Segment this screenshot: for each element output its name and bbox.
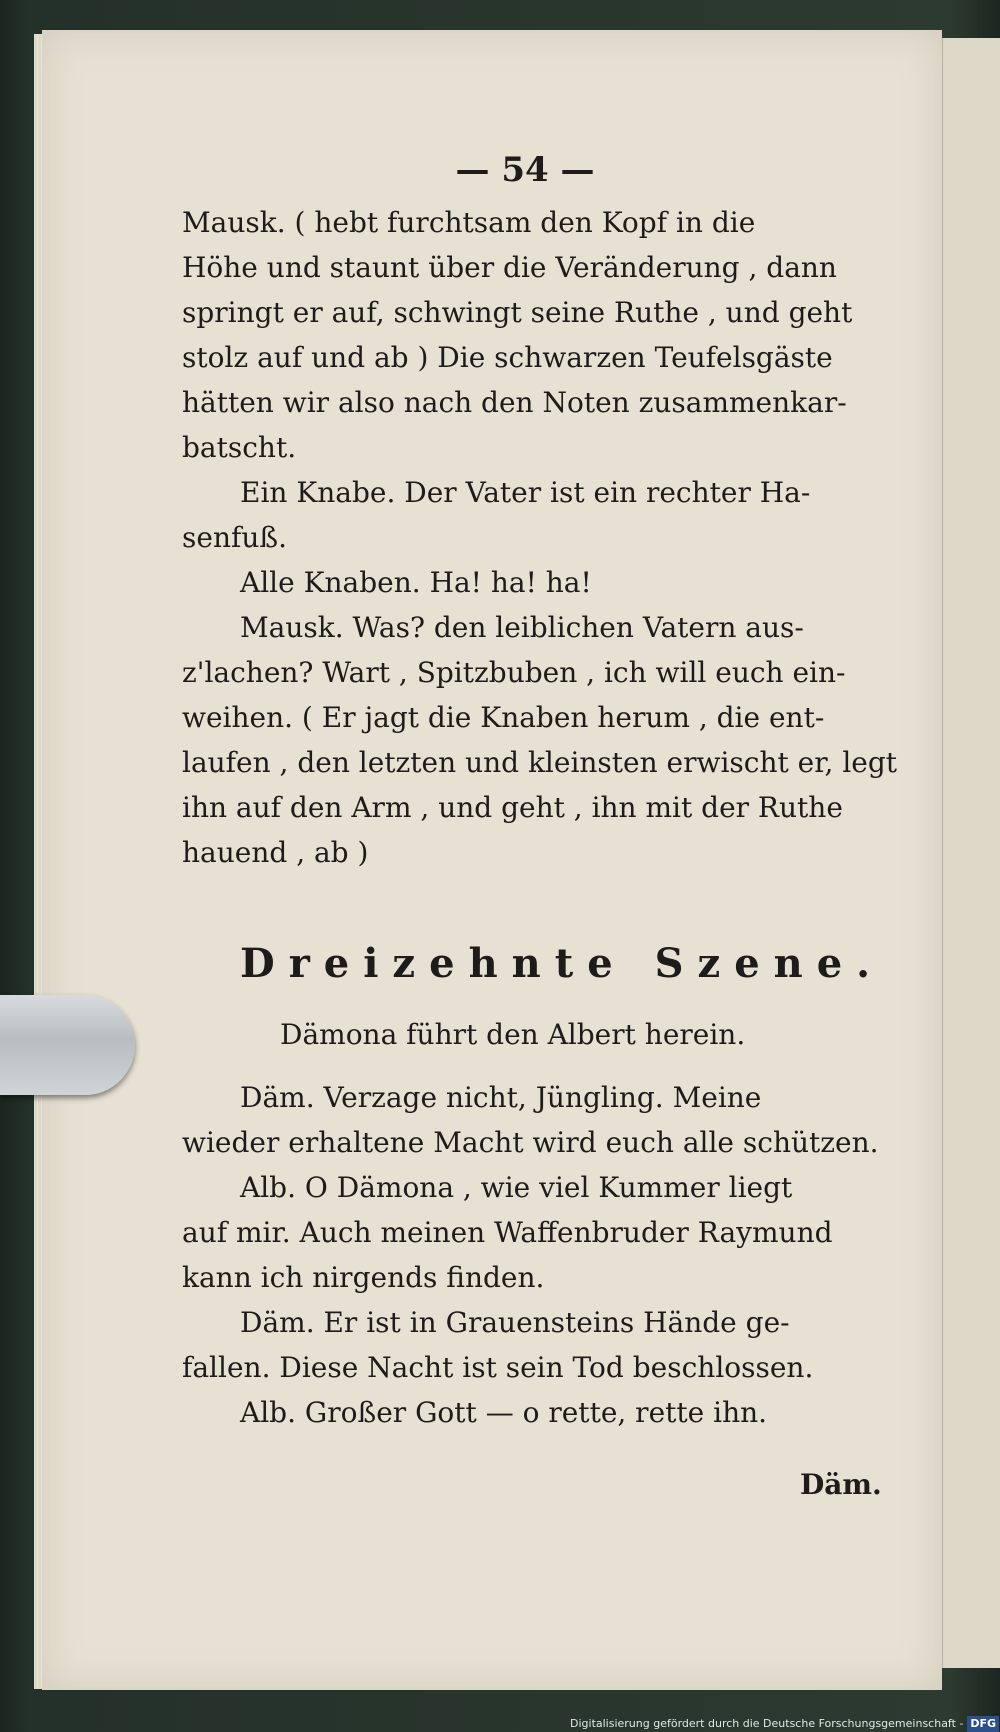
facing-page-edge bbox=[940, 38, 1000, 1668]
text-line: stolz auf und ab ) Die schwarzen Teufelsgäste bbox=[182, 341, 833, 374]
text-line: weihen. ( Er jagt die Knaben herum , die ent- bbox=[182, 701, 825, 734]
text-line: Alb. O Dämona , wie viel Kummer liegt bbox=[240, 1171, 793, 1204]
dfg-logo: DFG bbox=[967, 1716, 999, 1732]
footer-credit bbox=[570, 1716, 1000, 1732]
catchword: Däm. bbox=[800, 1468, 882, 1501]
text-line: Ein Knabe. Der Vater ist ein rechter Ha- bbox=[240, 476, 811, 509]
text-line: Däm. Er ist in Grauensteins Hände ge- bbox=[240, 1306, 790, 1339]
stage-direction: Dämona führt den Albert herein. bbox=[280, 1018, 746, 1051]
text-line: auf mir. Auch meinen Waffenbruder Raymund bbox=[182, 1216, 833, 1249]
text-line: Däm. Verzage nicht, Jüngling. Meine bbox=[240, 1081, 762, 1114]
main-text-lower bbox=[182, 1075, 902, 1435]
text-line: Höhe und staunt über die Veränderung , dann bbox=[182, 251, 837, 284]
footer-text: Digitalisierung gefördert durch die Deutsche Forschungsgemeinschaft - bbox=[570, 1717, 964, 1730]
text-line: hätten wir also nach den Noten zusammenkar- bbox=[182, 386, 847, 419]
scene-heading: Dreizehnte Szene. bbox=[240, 940, 885, 987]
text-line: Mausk. ( hebt furchtsam den Kopf in die bbox=[182, 206, 756, 239]
text-line: Alle Knaben. Ha! ha! ha! bbox=[240, 566, 592, 599]
text-line: fallen. Diese Nacht ist sein Tod beschlossen. bbox=[182, 1351, 814, 1384]
text-line: ihn auf den Arm , und geht , ihn mit der Ruthe bbox=[182, 791, 843, 824]
text-line: laufen , den letzten und kleinsten erwischt er, legt bbox=[182, 746, 898, 779]
main-text bbox=[182, 200, 902, 875]
text-line: wieder erhaltene Macht wird euch alle schützen. bbox=[182, 1126, 879, 1159]
text-line: springt er auf, schwingt seine Ruthe , und geht bbox=[182, 296, 853, 329]
text-line: Mausk. Was? den leiblichen Vatern aus- bbox=[240, 611, 804, 644]
text-line: z'lachen? Wart , Spitzbuben , ich will euch ein- bbox=[182, 656, 846, 689]
text-line: senfuß. bbox=[182, 521, 287, 554]
page-number: — 54 — bbox=[455, 150, 595, 190]
text-line: Alb. Großer Gott — o rette, rette ihn. bbox=[240, 1396, 768, 1429]
text-line: kann ich nirgends finden. bbox=[182, 1261, 545, 1294]
text-line: batscht. bbox=[182, 431, 297, 464]
page-clip bbox=[0, 995, 135, 1095]
text-line: hauend , ab ) bbox=[182, 836, 369, 869]
